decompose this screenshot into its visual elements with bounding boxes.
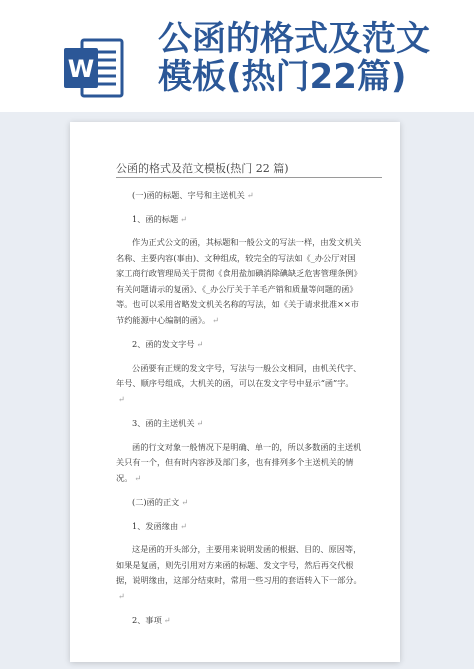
subsection-heading: 1、函的标题 ↵ xyxy=(132,213,188,224)
banner-title: 公函的格式及范文模板(热门22篇) xyxy=(158,19,430,97)
section-heading: (二)函的正文 ↵ xyxy=(132,497,189,507)
subsection-heading: 2、函的发文字号 ↵ xyxy=(132,339,204,349)
subsection-heading: 1、发函缘由 ↵ xyxy=(132,520,188,531)
word-logo-letter: W xyxy=(67,55,95,83)
paragraph: 函的行文对象一般情况下是明确、单一的，所以多数函的主送机关只有一个，但有时内容涉及部门多，也有排列多个主送机关的情况。 ↵ xyxy=(116,441,362,483)
subsection-heading: 2、事项 ↵ xyxy=(132,615,171,625)
paragraph: 这是函的开头部分，主要用来说明发函的根据、目的、原因等，如果是复函，则先引用对方来函的标题、发文字号，然后再交代根据，说明缘由，这部分结束时，常用一些习用的套语转入下一部分。↵ xyxy=(116,544,362,601)
subsection-heading: 3、函的主送机关 ↵ xyxy=(132,418,204,428)
title-divider xyxy=(116,177,382,178)
banner xyxy=(0,0,474,112)
paragraph: 公函要有正规的发文字号，写法与一般公文相同，由机关代字、年号、顺序号组成，大机关的函，可以在发文字号中显示“函”字。↵ xyxy=(116,362,362,404)
document-page xyxy=(70,122,400,662)
section-heading: (一)函的标题、字号和主送机关 ↵ xyxy=(132,190,254,200)
document-title: 公函的格式及范文模板(热门 22 篇) xyxy=(116,162,289,175)
document-body xyxy=(116,188,362,637)
word-document-icon xyxy=(62,36,126,100)
paragraph: 作为正式公文的函，其标题和一般公文的写法一样，由发文机关名称、主要内容(事由)、文种组成，较完全的写法如《_办公厅对国家工商行政管理局关于贯彻《食用盐加碘消除碘缺乏危害管理条例》有关问题请示的复函》、《_办公厅关于羊毛产销和质量等问题的函》等。也可以采用省略发文机关名称的写法，如《关于请求批准××市节约能源中心编制的函》。 ↵ xyxy=(116,237,362,325)
